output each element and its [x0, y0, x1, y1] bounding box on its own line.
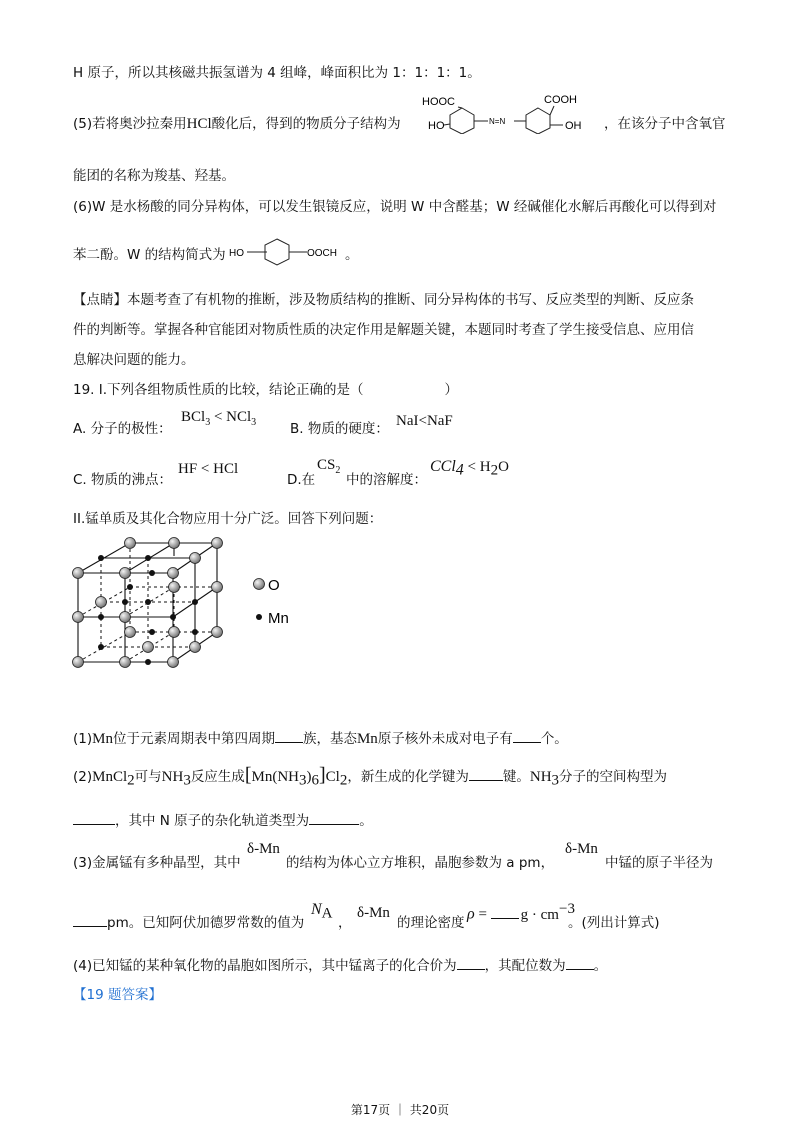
density-formula: $\rho = g \cdot cm^{-3}$ — [467, 901, 575, 923]
text: ， — [338, 915, 352, 931]
text-line: H 原子，所以其核磁共振氢谱为 4 组峰，峰面积比为 1：1：1：1。 — [73, 65, 481, 81]
benzene-ring — [450, 108, 474, 134]
answer-tag: 【19 题答案】 — [73, 987, 162, 1003]
text: (5)若将奥沙拉秦用 — [73, 116, 187, 132]
sub-question-1: (1)Mn位于元素周期表中第四周期 族，基态Mn原子核外未成对电子有 个。 — [73, 731, 568, 747]
option-label: A. 分子的极性： — [73, 421, 172, 437]
comment-line: 息解决问题的能力。 — [73, 352, 195, 368]
answer-blank[interactable] — [275, 729, 303, 743]
text: ，在该分子中含氧官 — [604, 116, 726, 132]
delta-mn: δ-Mn — [357, 905, 390, 921]
delta-mn: δ-Mn — [247, 841, 280, 857]
oh-label: OH — [565, 120, 582, 132]
option-a — [73, 419, 172, 439]
legend-oxygen-label: O — [268, 577, 280, 594]
option-b: B. 物质的硬度： — [290, 421, 389, 437]
comment-line: 件的判断等。掌握各种官能团对物质性质的决定作用是解题关键，本题同时考查了学生接受信息、应用信 — [73, 322, 694, 338]
question-19: 19. I.下列各组物质性质的比较，结论正确的是（ ） — [73, 382, 459, 398]
legend-mn-label: Mn — [268, 610, 289, 627]
option-b-formula: NaI<NaF — [396, 413, 453, 429]
sub-question-2: (2)MnCl$_2$可与$NH_3$反应生成$[Mn(NH_3)_6]Cl_2$，新生成的化学键为 键。$NH_3$分子的空间构型为 — [73, 764, 668, 789]
option-d-formula: $CCl_4 < H_2O$ — [430, 458, 509, 479]
answer-blank[interactable] — [73, 913, 107, 927]
avogadro-symbol: $N_A$ — [311, 901, 333, 922]
delta-mn: δ-Mn — [565, 841, 598, 857]
answer-blank[interactable] — [491, 905, 519, 919]
sub-question-2-cont: ，其中 N 原子的杂化轨道类型为 。 — [73, 811, 373, 831]
sub-question-3: (3)金属锰有多种晶型，其中 — [73, 855, 241, 871]
legend-mn-symbol — [256, 614, 262, 620]
osalazine-acid-structure — [418, 88, 598, 134]
option-d: D.在 — [287, 472, 316, 488]
answer-blank[interactable] — [513, 729, 541, 743]
legend-oxygen-symbol — [254, 579, 265, 590]
text: 苯二酚。W 的结构简式为 — [73, 247, 226, 263]
text: 。(列出计算式) — [568, 915, 660, 931]
page-footer: 第17页 ｜ 共20页 — [350, 1103, 450, 1117]
option-c: C. 物质的沸点： — [73, 472, 173, 488]
question-5-line — [73, 114, 401, 134]
text: 的理论密度 — [397, 915, 465, 931]
text-line — [73, 245, 226, 265]
answer-blank[interactable] — [566, 956, 594, 970]
benzene-ring — [265, 239, 289, 265]
text: 酸化后，得到的物质分子结构为 — [211, 116, 401, 132]
answer-blank[interactable] — [309, 811, 359, 825]
part-ii-intro: II.锰单质及其化合物应用十分广泛。回答下列问题： — [73, 511, 383, 527]
text: 中锰的原子半径为 — [605, 855, 713, 871]
ho-label: HO — [229, 248, 244, 259]
ooch-label: OOCH — [307, 248, 337, 259]
text: 的结构为体心立方堆积，晶胞参数为 a pm， — [286, 855, 555, 871]
answer-blank[interactable] — [73, 811, 115, 825]
option-c-formula: HF < HCl — [178, 461, 239, 477]
answer-blank[interactable] — [457, 956, 485, 970]
text-line: 能团的名称为羧基、羟基。 — [73, 168, 235, 184]
option-a-formula: BCl$_3$ < NCl$_3$ — [181, 409, 257, 428]
w-structure — [227, 236, 349, 268]
text: 中的溶解度： — [346, 472, 427, 488]
answer-blank[interactable] — [469, 767, 503, 781]
sub-question-3-cont: pm。已知阿伏加德罗常数的值为 — [73, 913, 304, 933]
hooc-label: HOOC — [422, 96, 455, 108]
text: 。 — [345, 247, 359, 263]
azo-label: N=N — [489, 117, 506, 126]
comment-line: 【点睛】本题考查了有机物的推断，涉及物质结构的推断、同分异构体的书写、反应类型的判断、反应条 — [73, 292, 694, 308]
ho-label: HO — [428, 120, 445, 132]
hcl-formula: HCl — [186, 116, 212, 132]
crystal-cell-figure — [70, 536, 310, 672]
benzene-ring — [526, 108, 550, 134]
sub-question-4: (4)已知锰的某种氧化物的晶胞如图所示，其中锰离子的化合价为 ，其配位数为 。 — [73, 958, 608, 974]
cs2-formula: $CS_2$ — [317, 457, 341, 476]
text-line: (6)W 是水杨酸的同分异构体，可以发生银镜反应，说明 W 中含醛基；W 经碱催化水解后再酸化可以得到对 — [73, 199, 717, 215]
cooh-label: COOH — [544, 94, 577, 106]
